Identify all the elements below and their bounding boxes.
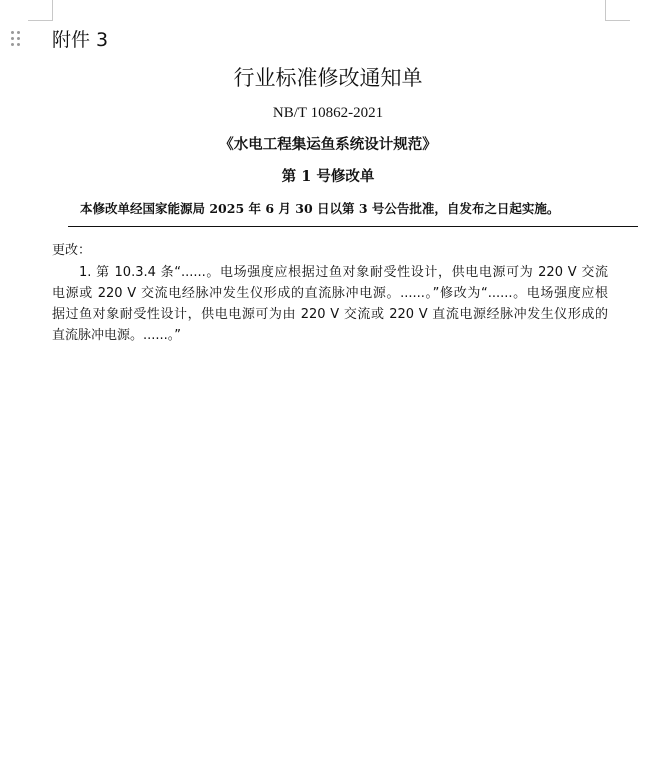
- standard-code: NB/T 10862-2021: [272, 105, 384, 121]
- header-divider: [68, 226, 638, 227]
- approval-note: 本修改单经国家能源局 2025 年 6 月 30 日以第 3 号公告批准，自发布之日起实施。: [80, 201, 560, 216]
- change-heading: 更改：: [52, 243, 92, 258]
- drag-handle-icon[interactable]: [11, 31, 21, 47]
- change-item-line: 1. 第 10.3.4 条“......。电场强度应根据过鱼对象耐受性设计，供电电源可为 220 V 交流: [79, 265, 608, 280]
- change-item-line: 直流脉冲电源。......。”: [52, 328, 182, 343]
- document-title: 行业标准修改通知单: [233, 66, 423, 90]
- standard-name: 《水电工程集运鱼系统设计规范》: [219, 136, 437, 153]
- attachment-label: 附件 3: [52, 29, 109, 51]
- amendment-number: 第 1 号修改单: [281, 168, 375, 185]
- page-corner-mark-top-left: [28, 0, 53, 21]
- change-item-line: 电源或 220 V 交流电经脉冲发生仪形成的直流脉冲电源。......。”修改为“......。电场强度应根: [52, 286, 608, 301]
- page-corner-mark-top-right: [605, 0, 630, 21]
- change-item-line: 据过鱼对象耐受性设计，供电电源可为由 220 V 交流或 220 V 直流电源经脉冲发生仪形成的: [52, 307, 608, 322]
- change-item-paragraph: [52, 262, 608, 346]
